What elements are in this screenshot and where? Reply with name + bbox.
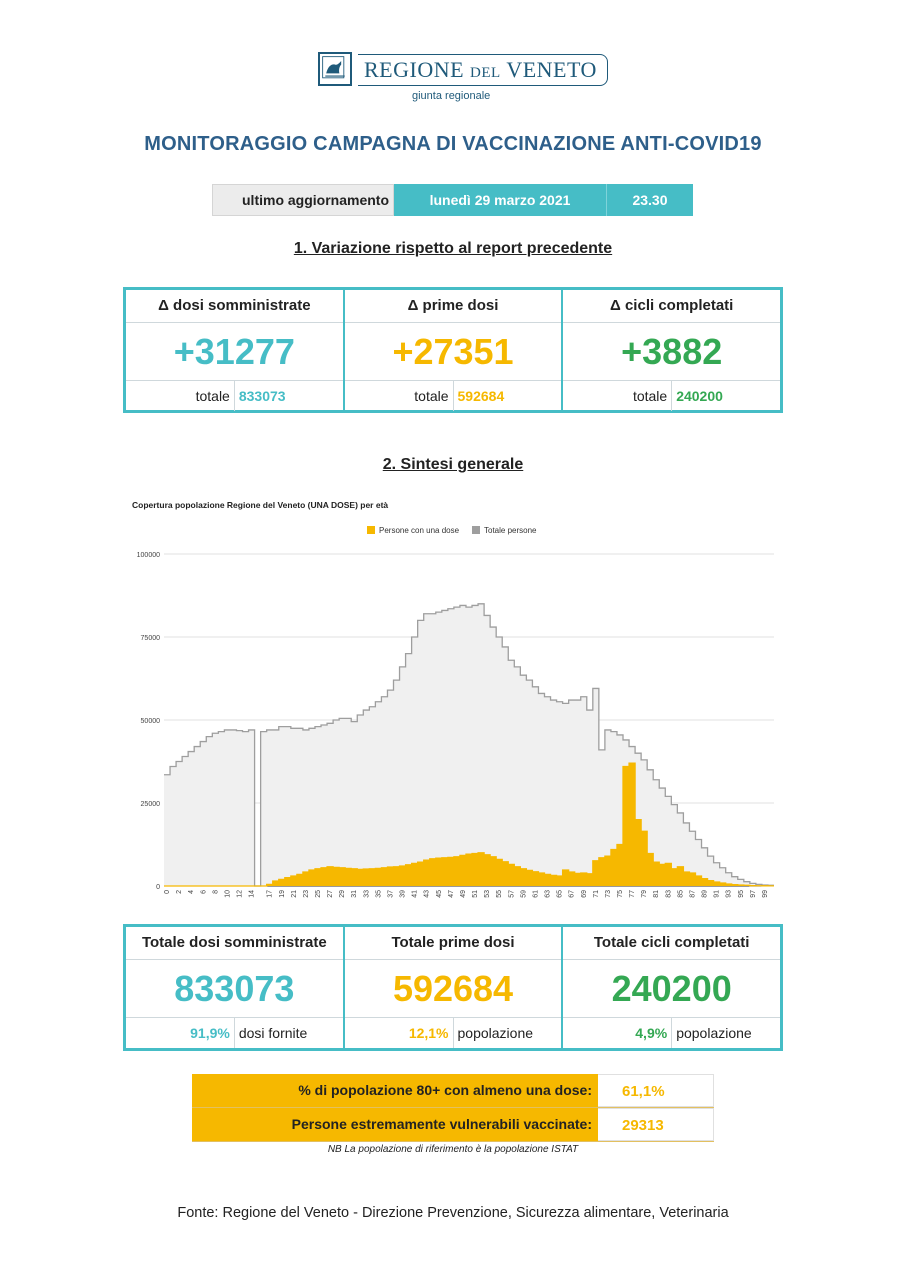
chart-series <box>164 604 774 886</box>
variation-foot-value: 833073 <box>234 381 343 411</box>
variation-foot-label: totale <box>195 388 230 404</box>
logo-word-del: DEL <box>470 65 501 81</box>
totals-head: Totale dosi somministrate <box>126 927 343 960</box>
region-logo-text <box>358 54 608 86</box>
x-tick-label: 45 <box>435 890 443 898</box>
x-tick-label: 4 <box>188 890 196 894</box>
x-tick-label: 87 <box>689 890 697 898</box>
x-tick-label: 67 <box>568 890 576 898</box>
x-tick-label: 79 <box>641 890 649 898</box>
age-coverage-chart <box>124 496 784 906</box>
legend-swatch-dose <box>367 526 375 534</box>
totals-foot-label: popolazione <box>676 1025 752 1041</box>
totals-foot-label: dosi fornite <box>238 1025 308 1041</box>
x-tick-label: 49 <box>459 890 467 898</box>
x-tick-label: 77 <box>629 890 637 898</box>
summary-table <box>192 1074 714 1142</box>
section-1-title: 1. Variazione rispetto al report precedente <box>293 240 613 257</box>
x-tick-label: 81 <box>653 890 661 898</box>
legend-label-totale: Totale persone <box>484 526 537 535</box>
x-tick-label: 53 <box>484 890 492 898</box>
x-tick-label: 95 <box>737 890 745 898</box>
update-label: ultimo aggiornamento <box>212 184 394 216</box>
x-tick-label: 29 <box>339 890 347 898</box>
totals-foot-pct: 12,1% <box>345 1018 454 1048</box>
x-tick-label: 47 <box>447 890 455 898</box>
x-tick-label: 25 <box>315 890 323 898</box>
totals-value: 833073 <box>126 960 343 1018</box>
x-tick-label: 63 <box>544 890 552 898</box>
variation-foot-value: 240200 <box>671 381 780 411</box>
x-tick-label: 33 <box>363 890 371 898</box>
logo-word-regione: REGIONE <box>364 57 465 82</box>
region-logo-emblem <box>318 52 352 86</box>
x-tick-label: 17 <box>266 890 274 898</box>
chart-x-axis <box>164 890 769 898</box>
y-tick-label: 100000 <box>136 552 160 559</box>
variation-head: Δ dosi somministrate <box>126 290 343 323</box>
population-note: NB La popolazione di riferimento è la popolazione ISTAT <box>327 1144 579 1155</box>
totals-foot-pct: 4,9% <box>563 1018 672 1048</box>
y-tick-label: 25000 <box>140 801 160 808</box>
totals-value: 240200 <box>563 960 780 1018</box>
x-tick-label: 2 <box>176 890 184 894</box>
x-tick-label: 59 <box>520 890 528 898</box>
variation-foot-label: totale <box>414 388 449 404</box>
variation-foot-label: totale <box>632 388 668 404</box>
summary-value: 29313 <box>598 1108 714 1141</box>
y-tick-label: 50000 <box>140 718 160 725</box>
update-bar <box>212 184 693 216</box>
x-tick-label: 10 <box>224 890 232 898</box>
x-tick-label: 41 <box>411 890 419 898</box>
x-tick-label: 99 <box>761 890 769 898</box>
update-date: lunedì 29 marzo 2021 <box>394 184 607 216</box>
legend-label-dose: Persone con una dose <box>379 526 460 535</box>
x-tick-label: 93 <box>725 890 733 898</box>
totals-value: 592684 <box>345 960 562 1018</box>
summary-label: % di popolazione 80+ con almeno una dose: <box>192 1074 598 1107</box>
summary-label: Persone estremamente vulnerabili vaccinate: <box>192 1108 598 1141</box>
chart-y-axis <box>137 552 160 891</box>
page-title: MONITORAGGIO CAMPAGNA DI VACCINAZIONE ANTI-COVID19 <box>144 133 762 155</box>
y-tick-label: 75000 <box>140 635 160 642</box>
x-tick-label: 31 <box>351 890 359 898</box>
x-tick-label: 91 <box>713 890 721 898</box>
totals-col-prime <box>345 927 564 1048</box>
variation-value: +31277 <box>126 323 343 381</box>
totals-col-cicli <box>563 927 780 1048</box>
x-tick-label: 89 <box>701 890 709 898</box>
variation-col-cicli <box>563 290 780 410</box>
x-tick-label: 71 <box>592 890 600 898</box>
x-tick-label: 14 <box>248 890 256 898</box>
x-tick-label: 37 <box>387 890 395 898</box>
x-tick-label: 75 <box>616 890 624 898</box>
legend-swatch-totale <box>472 526 480 534</box>
chart-title: Copertura popolazione Regione del Veneto (UNA DOSE) per età <box>132 500 389 510</box>
totals-head: Totale prime dosi <box>345 927 562 960</box>
chart-legend <box>367 526 537 535</box>
y-tick-label: 0 <box>156 884 160 891</box>
x-tick-label: 69 <box>580 890 588 898</box>
x-tick-label: 8 <box>212 890 220 894</box>
x-tick-label: 57 <box>508 890 516 898</box>
x-tick-label: 83 <box>665 890 673 898</box>
x-tick-label: 97 <box>749 890 757 898</box>
x-tick-label: 12 <box>236 890 244 898</box>
variation-head: Δ cicli completati <box>563 290 780 323</box>
summary-row <box>192 1074 714 1108</box>
variation-head: Δ prime dosi <box>345 290 562 323</box>
x-tick-label: 21 <box>290 890 298 898</box>
variation-value: +3882 <box>563 323 780 381</box>
totals-col-dosi <box>126 927 345 1048</box>
logo-subtitle: giunta regionale <box>412 90 491 102</box>
x-tick-label: 35 <box>375 890 383 898</box>
variation-table <box>123 287 783 413</box>
variation-value: +27351 <box>345 323 562 381</box>
summary-row <box>192 1108 714 1142</box>
source-footer: Fonte: Regione del Veneto - Direzione Prevenzione, Sicurezza alimentare, Veterinaria <box>177 1205 729 1221</box>
update-time: 23.30 <box>607 184 693 216</box>
x-tick-label: 55 <box>496 890 504 898</box>
variation-foot-value: 592684 <box>453 381 562 411</box>
summary-value: 61,1% <box>598 1074 714 1107</box>
totals-foot-label: popolazione <box>457 1025 534 1041</box>
x-tick-label: 73 <box>604 890 612 898</box>
x-tick-label: 61 <box>532 890 540 898</box>
x-tick-label: 23 <box>302 890 310 898</box>
x-tick-label: 0 <box>164 890 172 894</box>
section-2-title: 2. Sintesi generale <box>382 456 524 473</box>
x-tick-label: 85 <box>677 890 685 898</box>
totals-head: Totale cicli completati <box>563 927 780 960</box>
x-tick-label: 6 <box>200 890 208 894</box>
series-totale-persone-area <box>164 604 774 886</box>
lion-emblem-icon <box>320 54 350 84</box>
variation-col-dosi <box>126 290 345 410</box>
x-tick-label: 19 <box>278 890 286 898</box>
variation-col-prime <box>345 290 564 410</box>
logo-word-veneto: VENETO <box>506 57 597 82</box>
x-tick-label: 65 <box>556 890 564 898</box>
totals-table <box>123 924 783 1051</box>
x-tick-label: 39 <box>399 890 407 898</box>
x-tick-label: 27 <box>327 890 335 898</box>
x-tick-label: 51 <box>472 890 480 898</box>
x-tick-label: 43 <box>423 890 431 898</box>
totals-foot-pct: 91,9% <box>126 1018 235 1048</box>
